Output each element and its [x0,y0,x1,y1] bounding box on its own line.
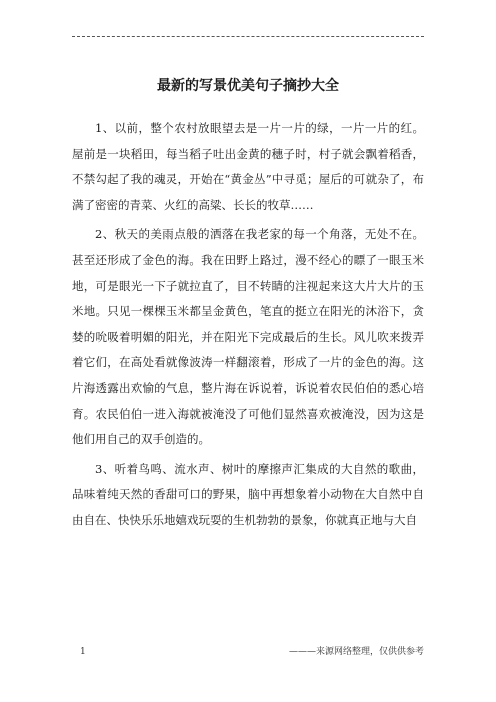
page-number: 1 [80,647,86,657]
document-title: 最新的写景优美句子摘抄大全 [157,78,339,94]
document-body [72,116,424,538]
footer-source-note: ———来源网络整理，仅供供参考 [288,647,424,657]
paragraph: 2、秋天的美雨点般的洒落在我老家的每一个角落，无处不在。甚至还形成了金色的海。我在田野上路过，漫不经心的瞟了一眼玉米地，可是眼光一下子就拉直了，目不转睛的注视起来这大片大片的玉米地。只见一棵棵玉米都呈金黄色，笔直的挺立在阳光的沐浴下，贪婪的吮吸着明媚的阳光，并在阳光下完成最后的生长。风儿吹来拨弄着它们，在高处看就像波涛一样翻滚着，形成了一片的金色的海。这片海透露出欢愉的气息，整片海在诉说着，诉说着农民伯伯的悉心培育。农民伯伯一进入海就被淹没了可他们显然喜欢被淹没，因为这是他们用自己的双手创造的。 [72,227,424,447]
header-dashed-rule [72,36,424,37]
paragraph: 3、听着鸟鸣、流水声、树叶的摩擦声汇集成的大自然的歌曲，品味着纯天然的香甜可口的野果，脑中再想象着小动物在大自然中自由自在、快快乐乐地嬉戏玩耍的生机勃勃的景象，你就真正地与大自 [72,461,424,527]
paragraph: 1、以前，整个农村放眼望去是一片一片的绿，一片一片的红。屋前是一块稻田，每当稻子吐出金黄的穗子时，村子就会飘着稻香，不禁勾起了我的魂灵，开始在“黄金丛”中寻觅；屋后的可就杂了，布满了密密的青菜、火红的高粱、长长的牧草…… [72,121,424,212]
page-footer [72,644,424,660]
